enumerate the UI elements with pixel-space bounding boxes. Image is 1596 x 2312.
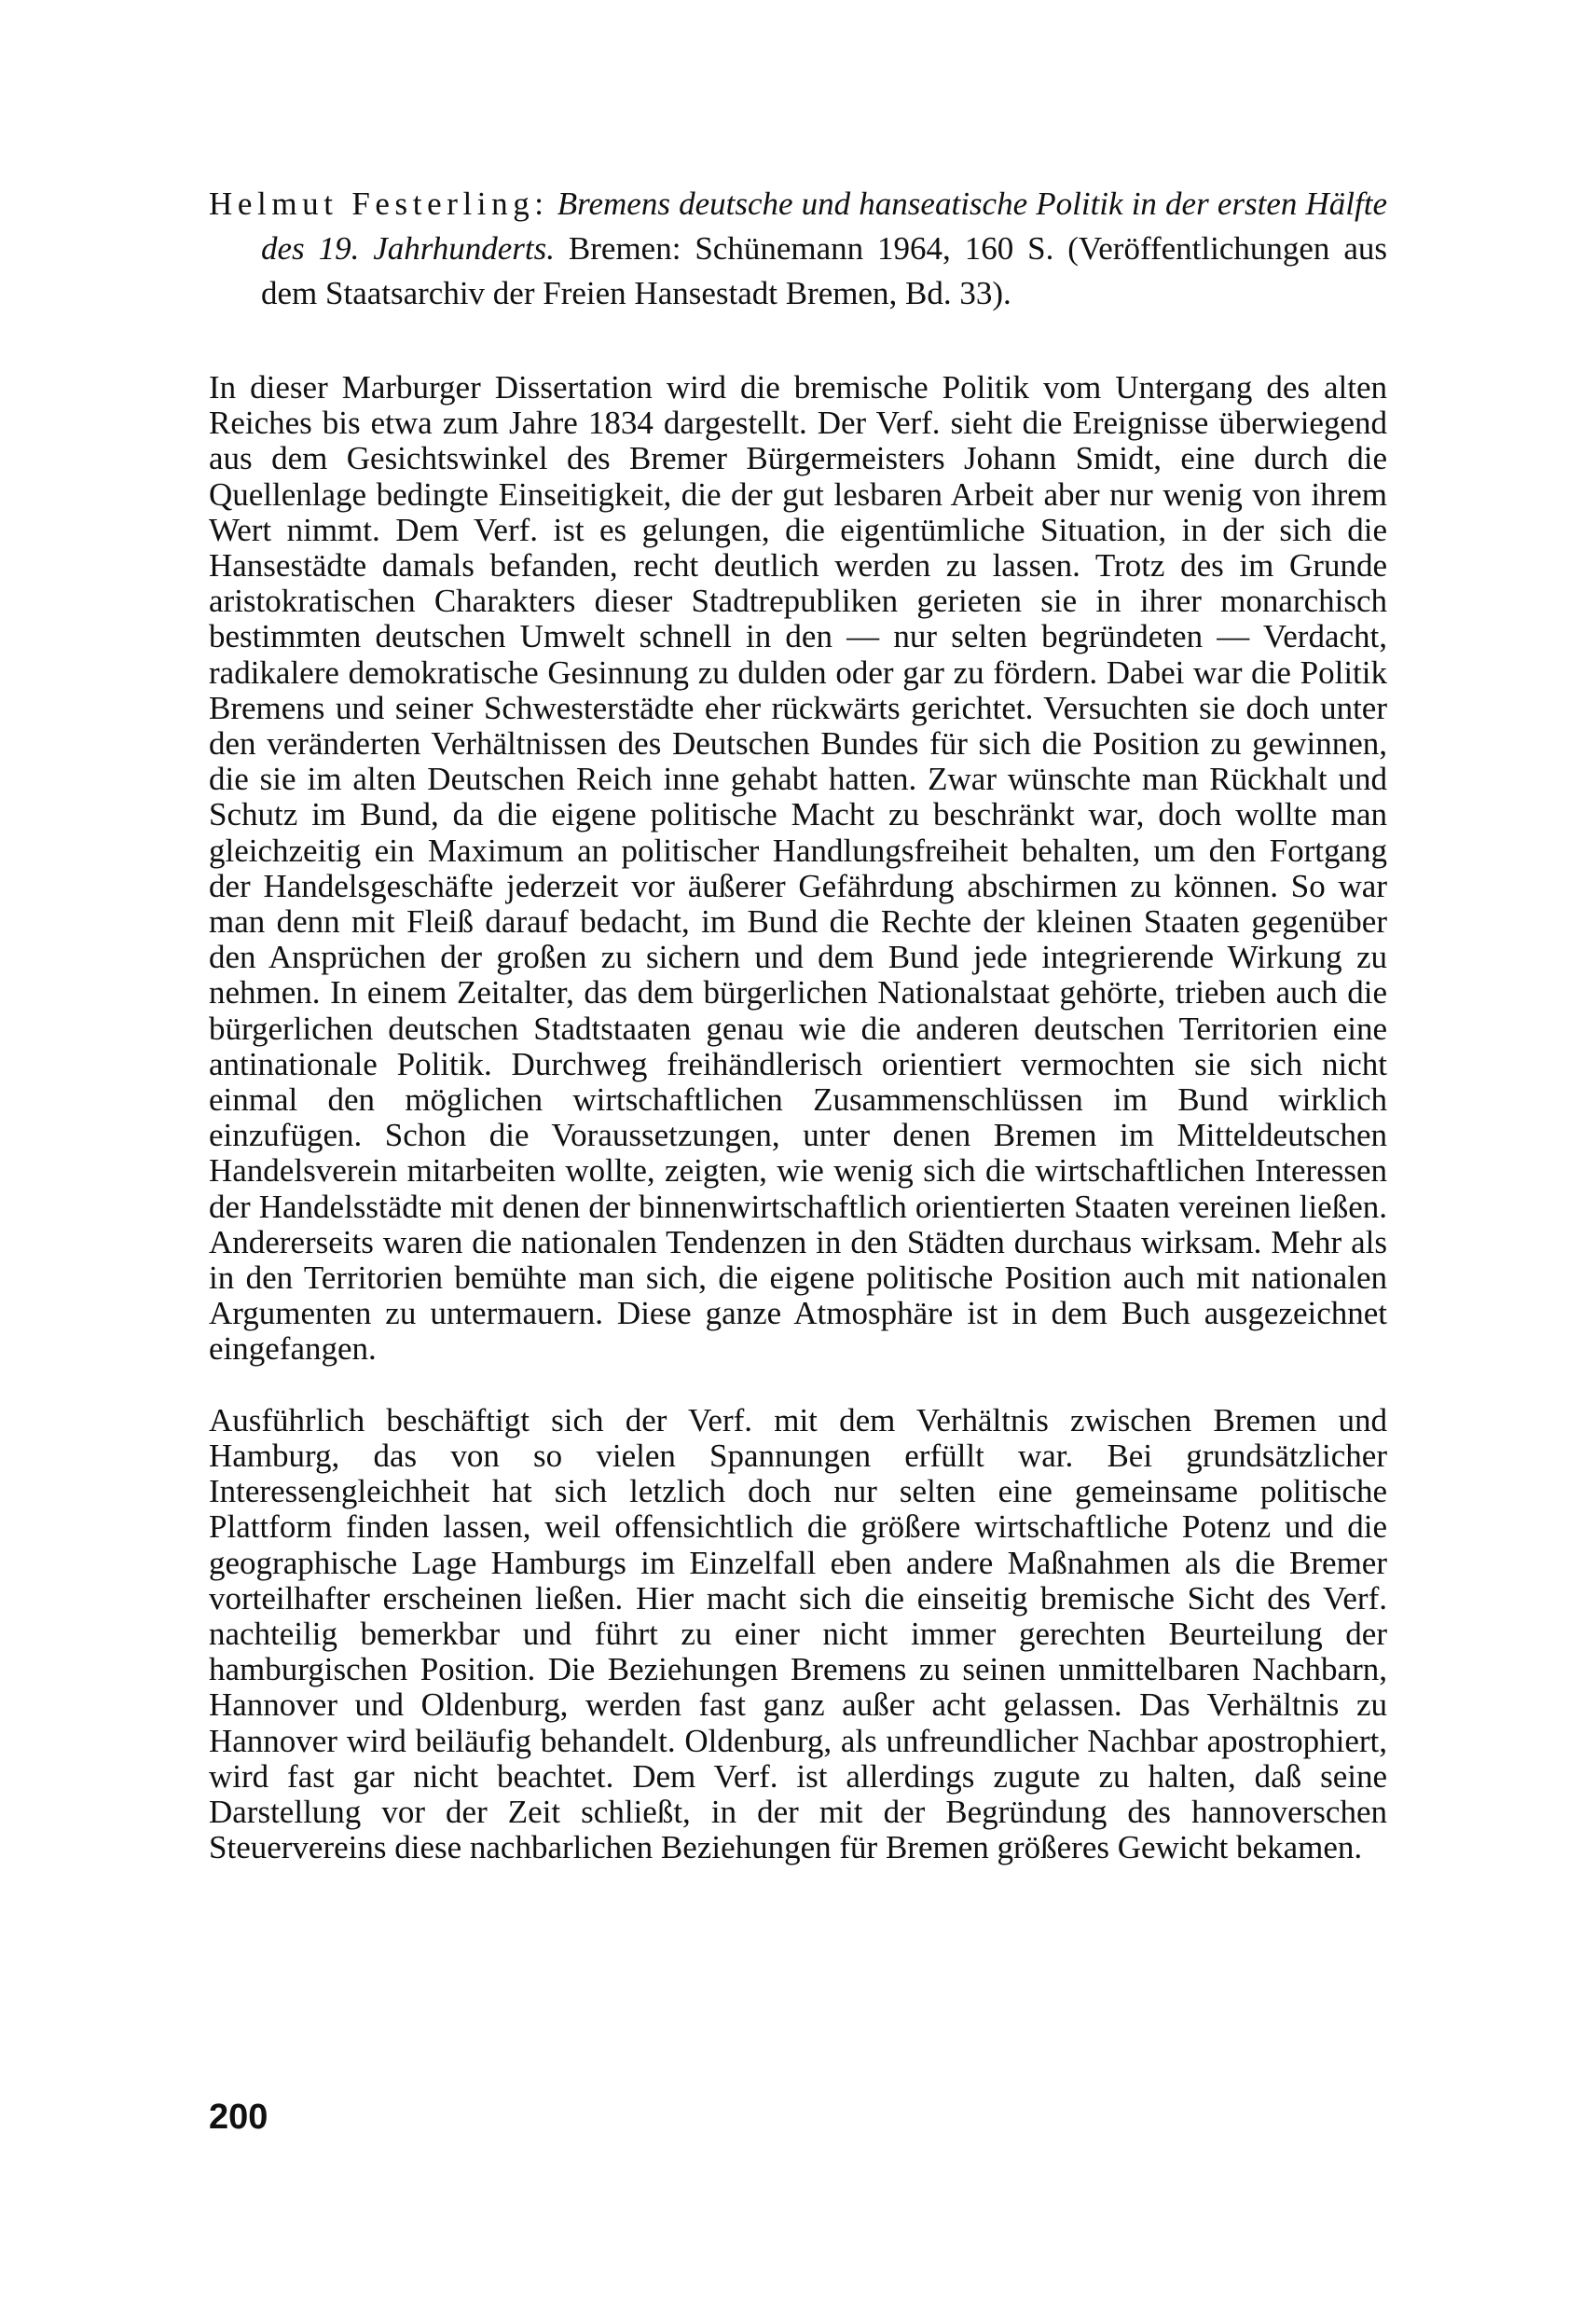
page-number: 200 <box>209 2098 268 2137</box>
publication-details: Bremen: Schünemann 1964, 160 S. (Veröffentlichungen aus dem Staatsarchiv der Freien Hansestadt Bremen, Bd. 33). <box>261 230 1387 311</box>
review-paragraph-1: In dieser Marburger Dissertation wird die bremische Politik vom Untergang des alten Reiches bis etwa zum Jahre 1834 dargestellt. Der Verf. sieht die Ereignisse überwiegend aus dem Gesichtswinkel des Bremer Bürgermeisters Johann Smidt, eine durch die Quellenlage bedingte Einseitigkeit, die der gut lesbaren Arbeit aber nur wenig von ihrem Wert nimmt. Dem Verf. ist es gelungen, die eigentümliche Situation, in der sich die Hansestädte damals befanden, recht deutlich werden zu lassen. Trotz des im Grunde aristokratischen Charakters dieser Stadtrepubliken gerieten sie in ihrer monarchisch bestimmten deutschen Umwelt schnell in den — nur selten begründeten — Verdacht, radikalere demokratische Gesinnung zu dulden oder gar zu fördern. Dabei war die Politik Bremens und seiner Schwesterstädte eher rückwärts gerichtet. Versuchten sie doch unter den veränderten Verhältnissen des Deutschen Bundes für sich die Position zu gewinnen, die sie im alten Deutschen Reich inne gehabt hatten. Zwar wünschte man Rückhalt und Schutz im Bund, da die eigene politische Macht zu beschränkt war, doch wollte man gleichzeitig ein Maximum an politischer Handlungsfreiheit behalten, um den Fortgang der Handelsgeschäfte jederzeit vor äußerer Gefährdung abschirmen zu können. So war man denn mit Fleiß darauf bedacht, im Bund die Rechte der kleinen Staaten gegenüber den Ansprüchen der großen zu sichern und dem Bund jede integrierende Wirkung zu nehmen. In einem Zeitalter, das dem bürgerlichen Nationalstaat gehörte, trieben auch die bürgerlichen deutschen Stadtstaaten genau wie die anderen deutschen Territorien eine antinationale Politik. Durchweg freihändlerisch orientiert vermochten sie sich nicht einmal den möglichen wirtschaftlichen Zusammenschlüssen im Bund wirklich einzufügen. Schon die Voraussetzungen, unter denen Bremen im Mitteldeutschen Handelsverein mitarbeiten wollte, zeigten, wie wenig sich die wirtschaftlichen Interessen der Handelsstädte mit denen der binnenwirtschaftlich orientierten Staaten vereinen ließen. Andererseits waren die nationalen Tendenzen in den Städten durchaus wirksam. Mehr als in den Territorien bemühte man sich, die eigene politische Position auch mit nationalen Argumenten zu untermauern. Diese ganze Atmosphäre ist in dem Buch ausgezeichnet eingefangen. <box>209 369 1387 1368</box>
author-name: Helmut Festerling: <box>209 186 549 222</box>
book-title: Bremens deutsche und hanseatische Politik in der ersten Hälfte des 19. Jahrhunderts. <box>261 186 1387 267</box>
review-paragraph-2: Ausführlich beschäftigt sich der Verf. mit dem Verhältnis zwischen Bremen und Hamburg, das von so vielen Spannungen erfüllt war. Bei grundsätzlicher Interessengleichheit hat sich letzlich doch nur selten eine gemeinsame politische Plattform finden lassen, weil offensichtlich die größere wirtschaftliche Potenz und die geographische Lage Hamburgs im Einzelfall eben andere Maßnahmen als die Bremer vorteilhafter erscheinen ließen. Hier macht sich die einseitig bremische Sicht des Verf. nachteilig bemerkbar und führt zu einer nicht immer gerechten Beurteilung der hamburgischen Position. Die Beziehungen Bremens zu seinen unmittelbaren Nachbarn, Hannover und Oldenburg, werden fast ganz außer acht gelassen. Das Verhältnis zu Hannover wird beiläufig behandelt. Oldenburg, als unfreundlicher Nachbar apostrophiert, wird fast gar nicht beachtet. Dem Verf. ist allerdings zugute zu halten, daß seine Darstellung vor der Zeit schließt, in der mit der Begründung des hannoverschen Steuervereins diese nachbarlichen Beziehungen für Bremen größeres Gewicht bekamen. <box>209 1401 1387 1866</box>
review-page <box>209 182 1387 1865</box>
bibliographic-entry <box>209 182 1387 316</box>
